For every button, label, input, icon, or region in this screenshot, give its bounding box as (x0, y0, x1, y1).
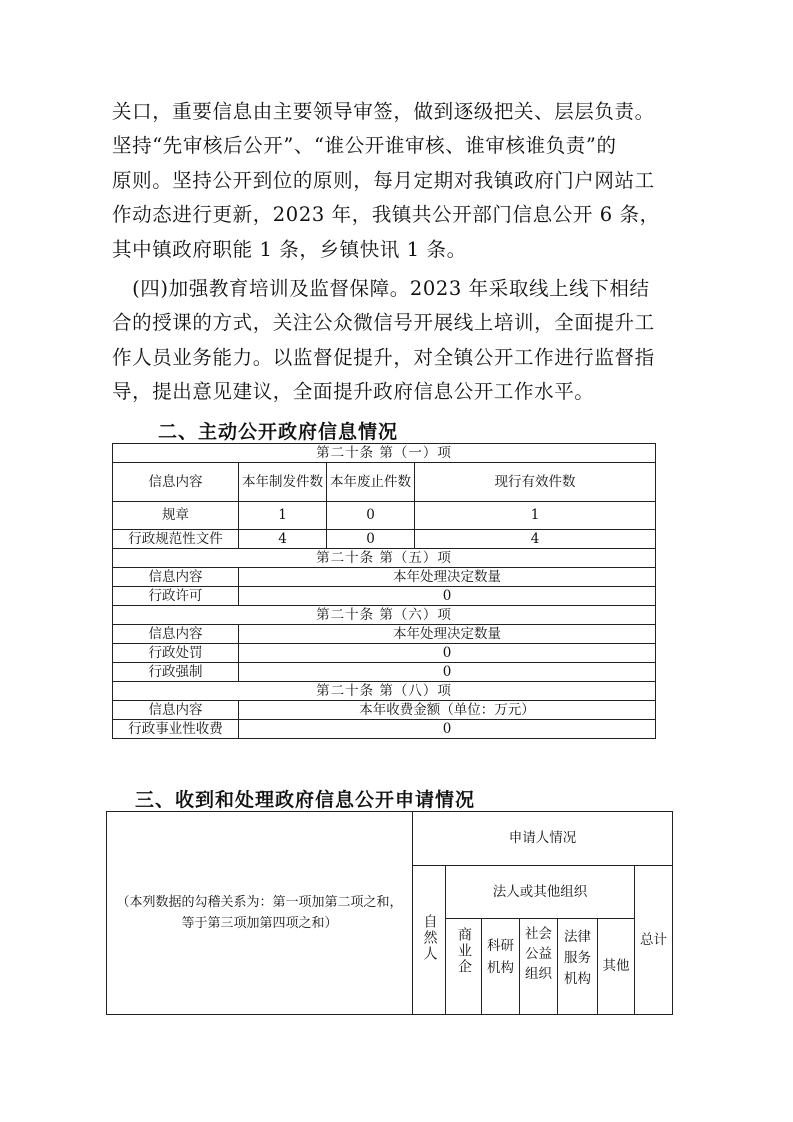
other-org-header: 其他 (598, 919, 635, 1015)
applications-table (106, 811, 673, 1015)
paragraph-line: 作人员业务能力。以监督促提升，对全镇公开工作进行监督指 (112, 345, 655, 369)
table-row (113, 463, 656, 502)
table-row (113, 549, 656, 568)
section-title-applications: 三、收到和处理政府信息公开申请情况 (135, 789, 476, 811)
article-1-heading: 第二十条 第（一）项 (113, 444, 656, 463)
article-8-heading: 第二十条 第（八）项 (113, 682, 656, 701)
paragraph-line: 关口，重要信息由主要领导审签，做到逐级把关、层层负责。 (112, 100, 655, 123)
column-header-info: 信息内容 (113, 463, 239, 502)
natural-person-label: 自然人 (421, 913, 438, 962)
paragraph-line: 原则。坚持公开到位的原则，每月定期对我镇政府门户网站工 (112, 168, 655, 192)
column-header-valid: 现行有效件数 (415, 463, 656, 502)
paragraph-line: 导，提出意见建议，全面提升政府信息公开工作水平。 (112, 380, 595, 404)
paragraph-line: 坚持“先审核后公开”、“谁公开谁审核、谁审核谁负责”的 (112, 134, 617, 158)
social-welfare-org-header: 社会公益组织 (520, 919, 558, 1015)
table-row (113, 644, 656, 663)
legal-service-org-header: 法律服务机构 (558, 919, 598, 1015)
column-header-decision-count: 本年处理决定数量 (239, 568, 656, 587)
table-row (113, 606, 656, 625)
column-header-fee-amount: 本年收费金额（单位：万元） (239, 701, 656, 720)
cell-rules-valid: 1 (415, 502, 656, 530)
table-row (113, 720, 656, 739)
total-header: 总计 (635, 866, 673, 1015)
column-header-abolished: 本年废止件数 (327, 463, 415, 502)
cell-fees-value: 0 (239, 720, 656, 739)
paragraph-line: 合的授课的方式，关注公众微信号开展线上培训，全面提升工 (112, 311, 655, 335)
paragraph-line: (四)加强教育培训及监督保障。2023 年采取线上线下相结 (112, 277, 650, 300)
table-row (107, 812, 673, 866)
paragraph-line: 其中镇政府职能 1 条，乡镇快讯 1 条。 (112, 237, 467, 261)
body-paragraph-training (112, 272, 692, 410)
cell-penalty-value: 0 (239, 644, 656, 663)
column-header-info: 信息内容 (113, 568, 239, 587)
table-row (113, 682, 656, 701)
reconciliation-note: （本列数据的勾稽关系为：第一项加第二项之和，等于第三项加第四项之和） (107, 812, 413, 1015)
commercial-enterprise-header (446, 919, 482, 1015)
section-title-proactive-disclosure: 二、主动公开政府信息情况 (158, 421, 399, 443)
research-institution-header: 科研机构 (482, 919, 520, 1015)
cell-enforcement-value: 0 (239, 663, 656, 682)
row-label-fees: 行政事业性收费 (113, 720, 239, 739)
table-row (113, 663, 656, 682)
row-label-penalty: 行政处罚 (113, 644, 239, 663)
table-row (113, 502, 656, 530)
natural-person-header (413, 866, 446, 1015)
article-6-heading: 第二十条 第（六）项 (113, 606, 656, 625)
proactive-disclosure-table (112, 443, 656, 739)
body-paragraph-publicity-process (112, 95, 692, 267)
cell-rules-abolished: 0 (327, 502, 415, 530)
table-row (113, 587, 656, 606)
row-label-normative-documents: 行政规范性文件 (113, 530, 239, 549)
article-5-heading: 第二十条 第（五）项 (113, 549, 656, 568)
table-row (113, 530, 656, 549)
cell-rules-made: 1 (239, 502, 327, 530)
legal-entity-header: 法人或其他组织 (446, 866, 635, 919)
paragraph-line: 作动态进行更新，2023 年，我镇共公开部门信息公开 6 条， (112, 203, 660, 227)
cell-normative-abolished: 0 (327, 530, 415, 549)
commercial-enterprise-label: 商业企 (456, 927, 472, 975)
table-row (113, 701, 656, 720)
row-label-license: 行政许可 (113, 587, 239, 606)
column-header-decision-count: 本年处理决定数量 (239, 625, 656, 644)
cell-normative-valid: 4 (415, 530, 656, 549)
column-header-info: 信息内容 (113, 701, 239, 720)
table-row (113, 444, 656, 463)
applicant-header: 申请人情况 (413, 812, 673, 866)
cell-license-value: 0 (239, 587, 656, 606)
cell-normative-made: 4 (239, 530, 327, 549)
row-label-enforcement: 行政强制 (113, 663, 239, 682)
column-header-made: 本年制发件数 (239, 463, 327, 502)
table-row (113, 625, 656, 644)
row-label-rules: 规章 (113, 502, 239, 530)
column-header-info: 信息内容 (113, 625, 239, 644)
table-row (113, 568, 656, 587)
